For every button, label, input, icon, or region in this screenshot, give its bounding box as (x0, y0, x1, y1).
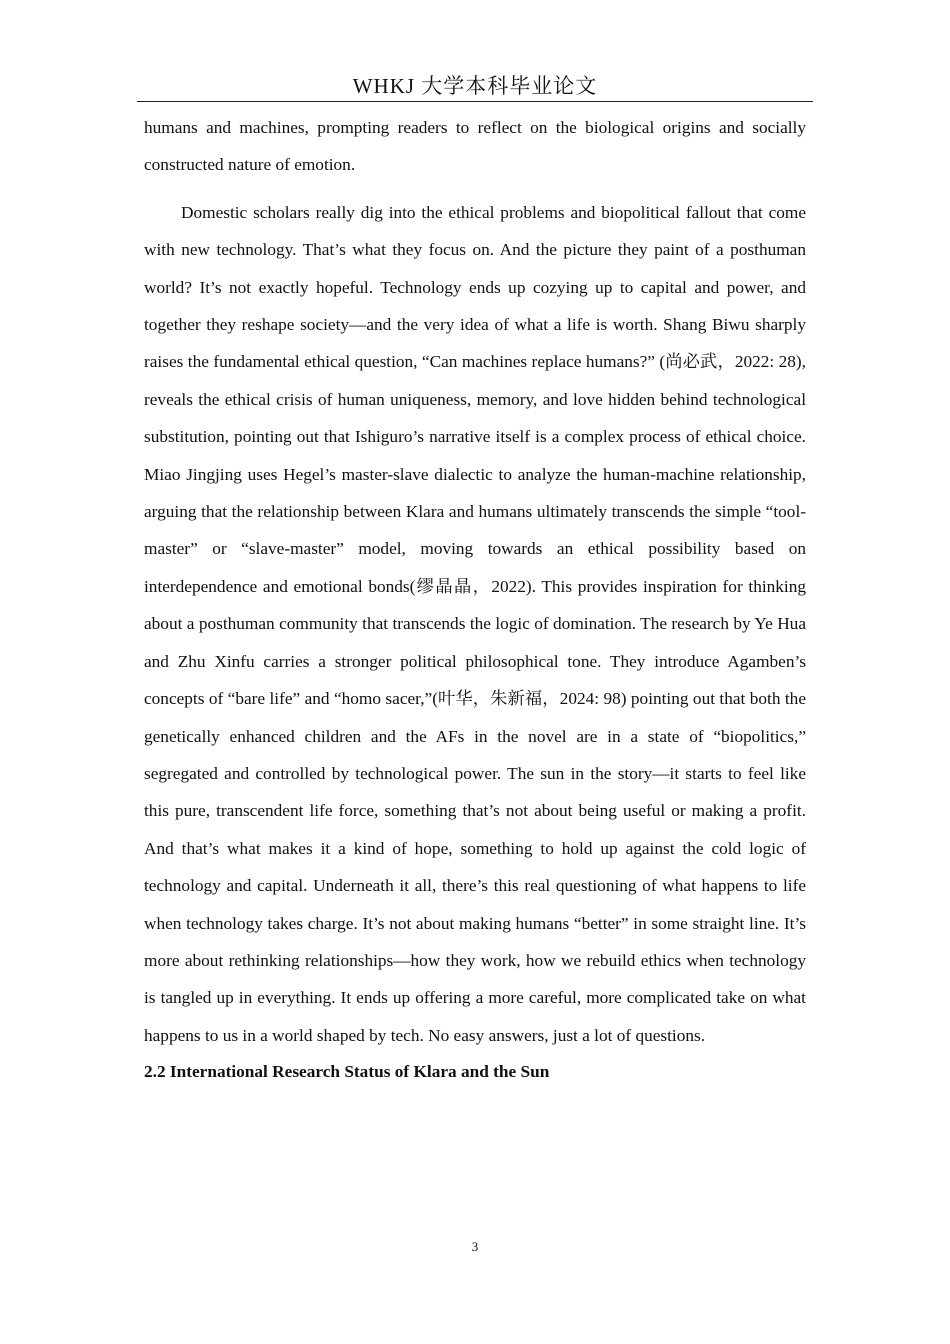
document-body (144, 109, 806, 1090)
header-rule (137, 101, 813, 102)
paragraph-domestic-scholars: Domestic scholars really dig into the ethical problems and biopolitical fallout that come with new technology. That’s what they focus on. And the picture they paint of a posthuman world? It’s not exactly hopeful. Technology ends up cozying up to capital and power, and together they reshape society—and the very idea of what a life is worth. Shang Biwu sharply raises the fundamental ethical question, “Can machines replace humans?” (尚必武，2022: 28), reveals the ethical crisis of human uniqueness, memory, and love hidden behind technological substitution, pointing out that Ishiguro’s narrative itself is a complex process of ethical choice. Miao Jingjing uses Hegel’s master-slave dialectic to analyze the human-machine relationship, arguing that the relationship between Klara and humans ultimately transcends the simple “tool-master” or “slave-master” model, moving towards an ethical possibility based on interdependence and emotional bonds(缪晶晶，2022). This provides inspiration for thinking about a posthuman community that transcends the logic of domination. The research by Ye Hua and Zhu Xinfu carries a stronger political philosophical tone. They introduce Agamben’s concepts of “bare life” and “homo sacer,”(叶华，朱新福，2024: 98) pointing out that both the genetically enhanced children and the AFs in the novel are in a state of “biopolitics,” segregated and controlled by technological power. The sun in the story—it starts to feel like this pure, transcendent life force, something that’s not about being useful or making a profit. And that’s what makes it a kind of hope, something to hold up against the cold logic of technology and capital. Underneath it all, there’s this real questioning of what happens to life when technology takes charge. It’s not about making humans “better” in some straight line. It’s more about rethinking relationships—how they work, how we rebuild ethics when technology is tangled up in everything. It ends up offering a more careful, more complicated take on what happens to us in a world shaped by tech. No easy answers, just a lot of questions. (144, 202, 806, 1045)
page-number: 3 (471, 1239, 479, 1254)
running-header: WHKJ 大学本科毕业论文 (352, 74, 598, 98)
paragraph-continued: humans and machines, prompting readers to reflect on the biological origins and socially constructed nature of emotion. (144, 118, 806, 175)
section-heading: 2.2 International Research Status of Klara and the Sun (144, 1062, 550, 1082)
